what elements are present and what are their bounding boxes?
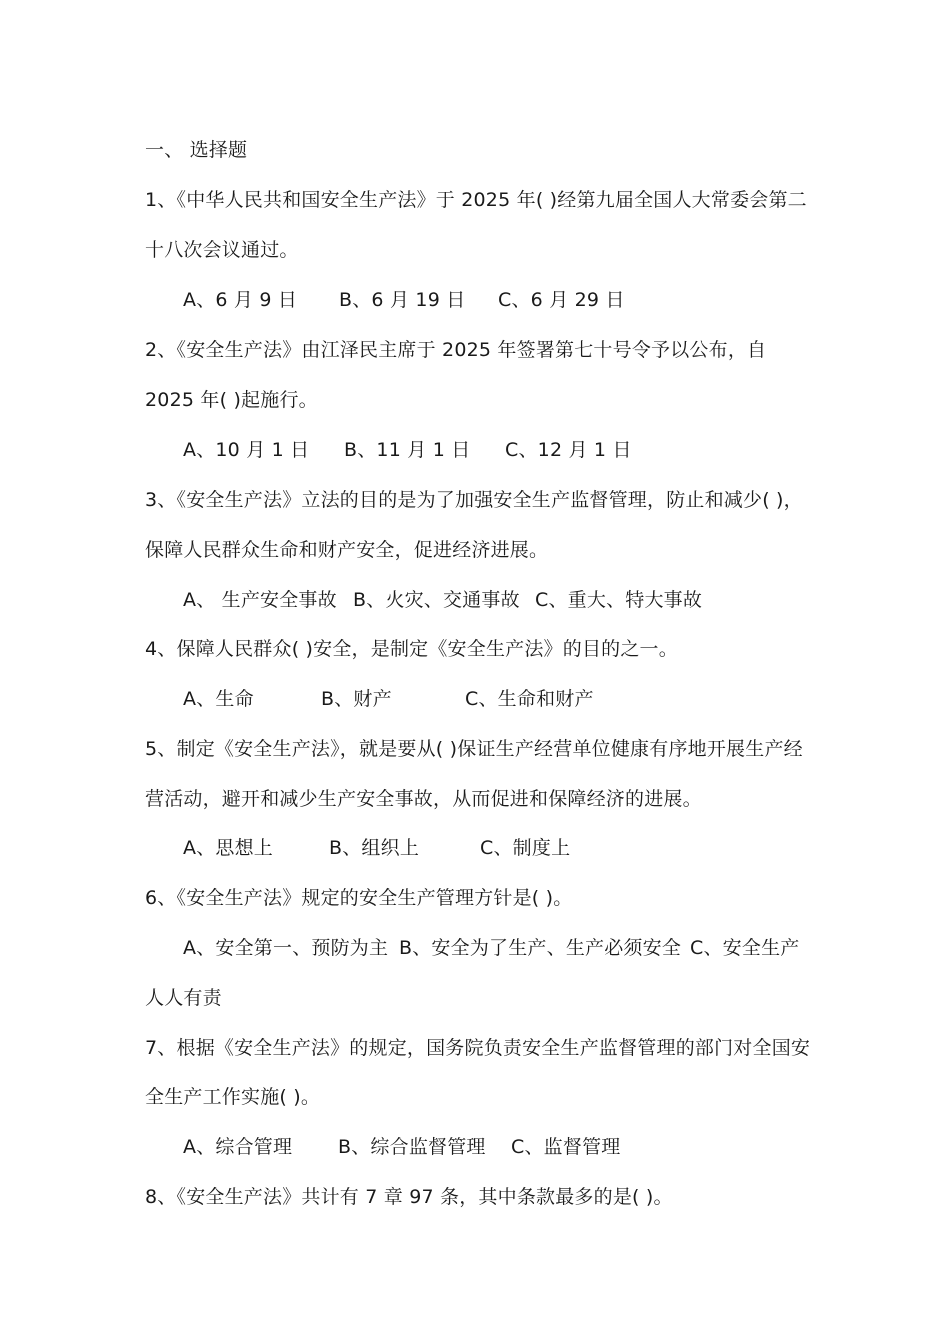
option-a: A、综合管理: [183, 1136, 293, 1158]
option-c: C、安全生产: [690, 937, 800, 959]
question-1-line-1: 1、《中华人民共和国安全生产法》于 2025 年( )经第九届全国人大常委会第二: [145, 189, 807, 211]
question-3-line-1: 3、《安全生产法》立法的目的是为了加强安全生产监督管理，防止和减少( )，: [145, 489, 803, 511]
question-5-line-2: 营活动，避开和减少生产安全事故，从而促进和保障经济的进展。: [145, 788, 702, 810]
option-b: B、11 月 1 日: [344, 439, 471, 461]
option-a: A、安全第一、预防为主: [183, 937, 389, 959]
question-4-line-1: 4、保障人民群众( )安全，是制定《安全生产法》的目的之一。: [145, 638, 678, 660]
option-b: B、6 月 19 日: [339, 289, 466, 311]
option-b: B、综合监督管理: [338, 1136, 486, 1158]
question-7-line-2: 全生产工作实施( )。: [145, 1086, 321, 1108]
option-a: A、生命: [183, 688, 254, 710]
question-8-line-1: 8、《安全生产法》共计有 7 章 97 条，其中条款最多的是( )。: [145, 1186, 673, 1208]
option-b: B、组织上: [329, 837, 420, 859]
option-b: B、财产: [321, 688, 392, 710]
option-c: C、制度上: [480, 837, 571, 859]
option-a: A、 生产安全事故: [183, 589, 337, 611]
option-c: C、重大、特大事故: [535, 589, 703, 611]
option-a: A、10 月 1 日: [183, 439, 310, 461]
question-1-line-2: 十八次会议通过。: [145, 239, 299, 261]
option-c: C、生命和财产: [465, 688, 594, 710]
question-6-line-1: 6、《安全生产法》规定的安全生产管理方针是( )。: [145, 887, 573, 909]
option-a: A、6 月 9 日: [183, 289, 298, 311]
question-6-continuation: 人人有责: [145, 987, 222, 1009]
question-7-line-1: 7、根据《安全生产法》的规定，国务院负责安全生产监督管理的部门对全国安: [145, 1037, 811, 1059]
question-5-line-1: 5、制定《安全生产法》，就是要从( )保证生产经营单位健康有序地开展生产经: [145, 738, 803, 760]
question-2-line-1: 2、《安全生产法》由江泽民主席于 2025 年签署第七十号令予以公布，自: [145, 339, 767, 361]
option-c: C、12 月 1 日: [505, 439, 632, 461]
option-a: A、思想上: [183, 837, 273, 859]
option-c: C、监督管理: [511, 1136, 621, 1158]
question-2-line-2: 2025 年( )起施行。: [145, 389, 318, 411]
option-b: B、火灾、交通事故: [353, 589, 520, 611]
option-c: C、6 月 29 日: [498, 289, 625, 311]
question-3-line-2: 保障人民群众生命和财产安全，促进经济进展。: [145, 539, 549, 561]
section-heading: 一、 选择题: [145, 139, 248, 161]
option-b: B、安全为了生产、生产必须安全: [399, 937, 682, 959]
